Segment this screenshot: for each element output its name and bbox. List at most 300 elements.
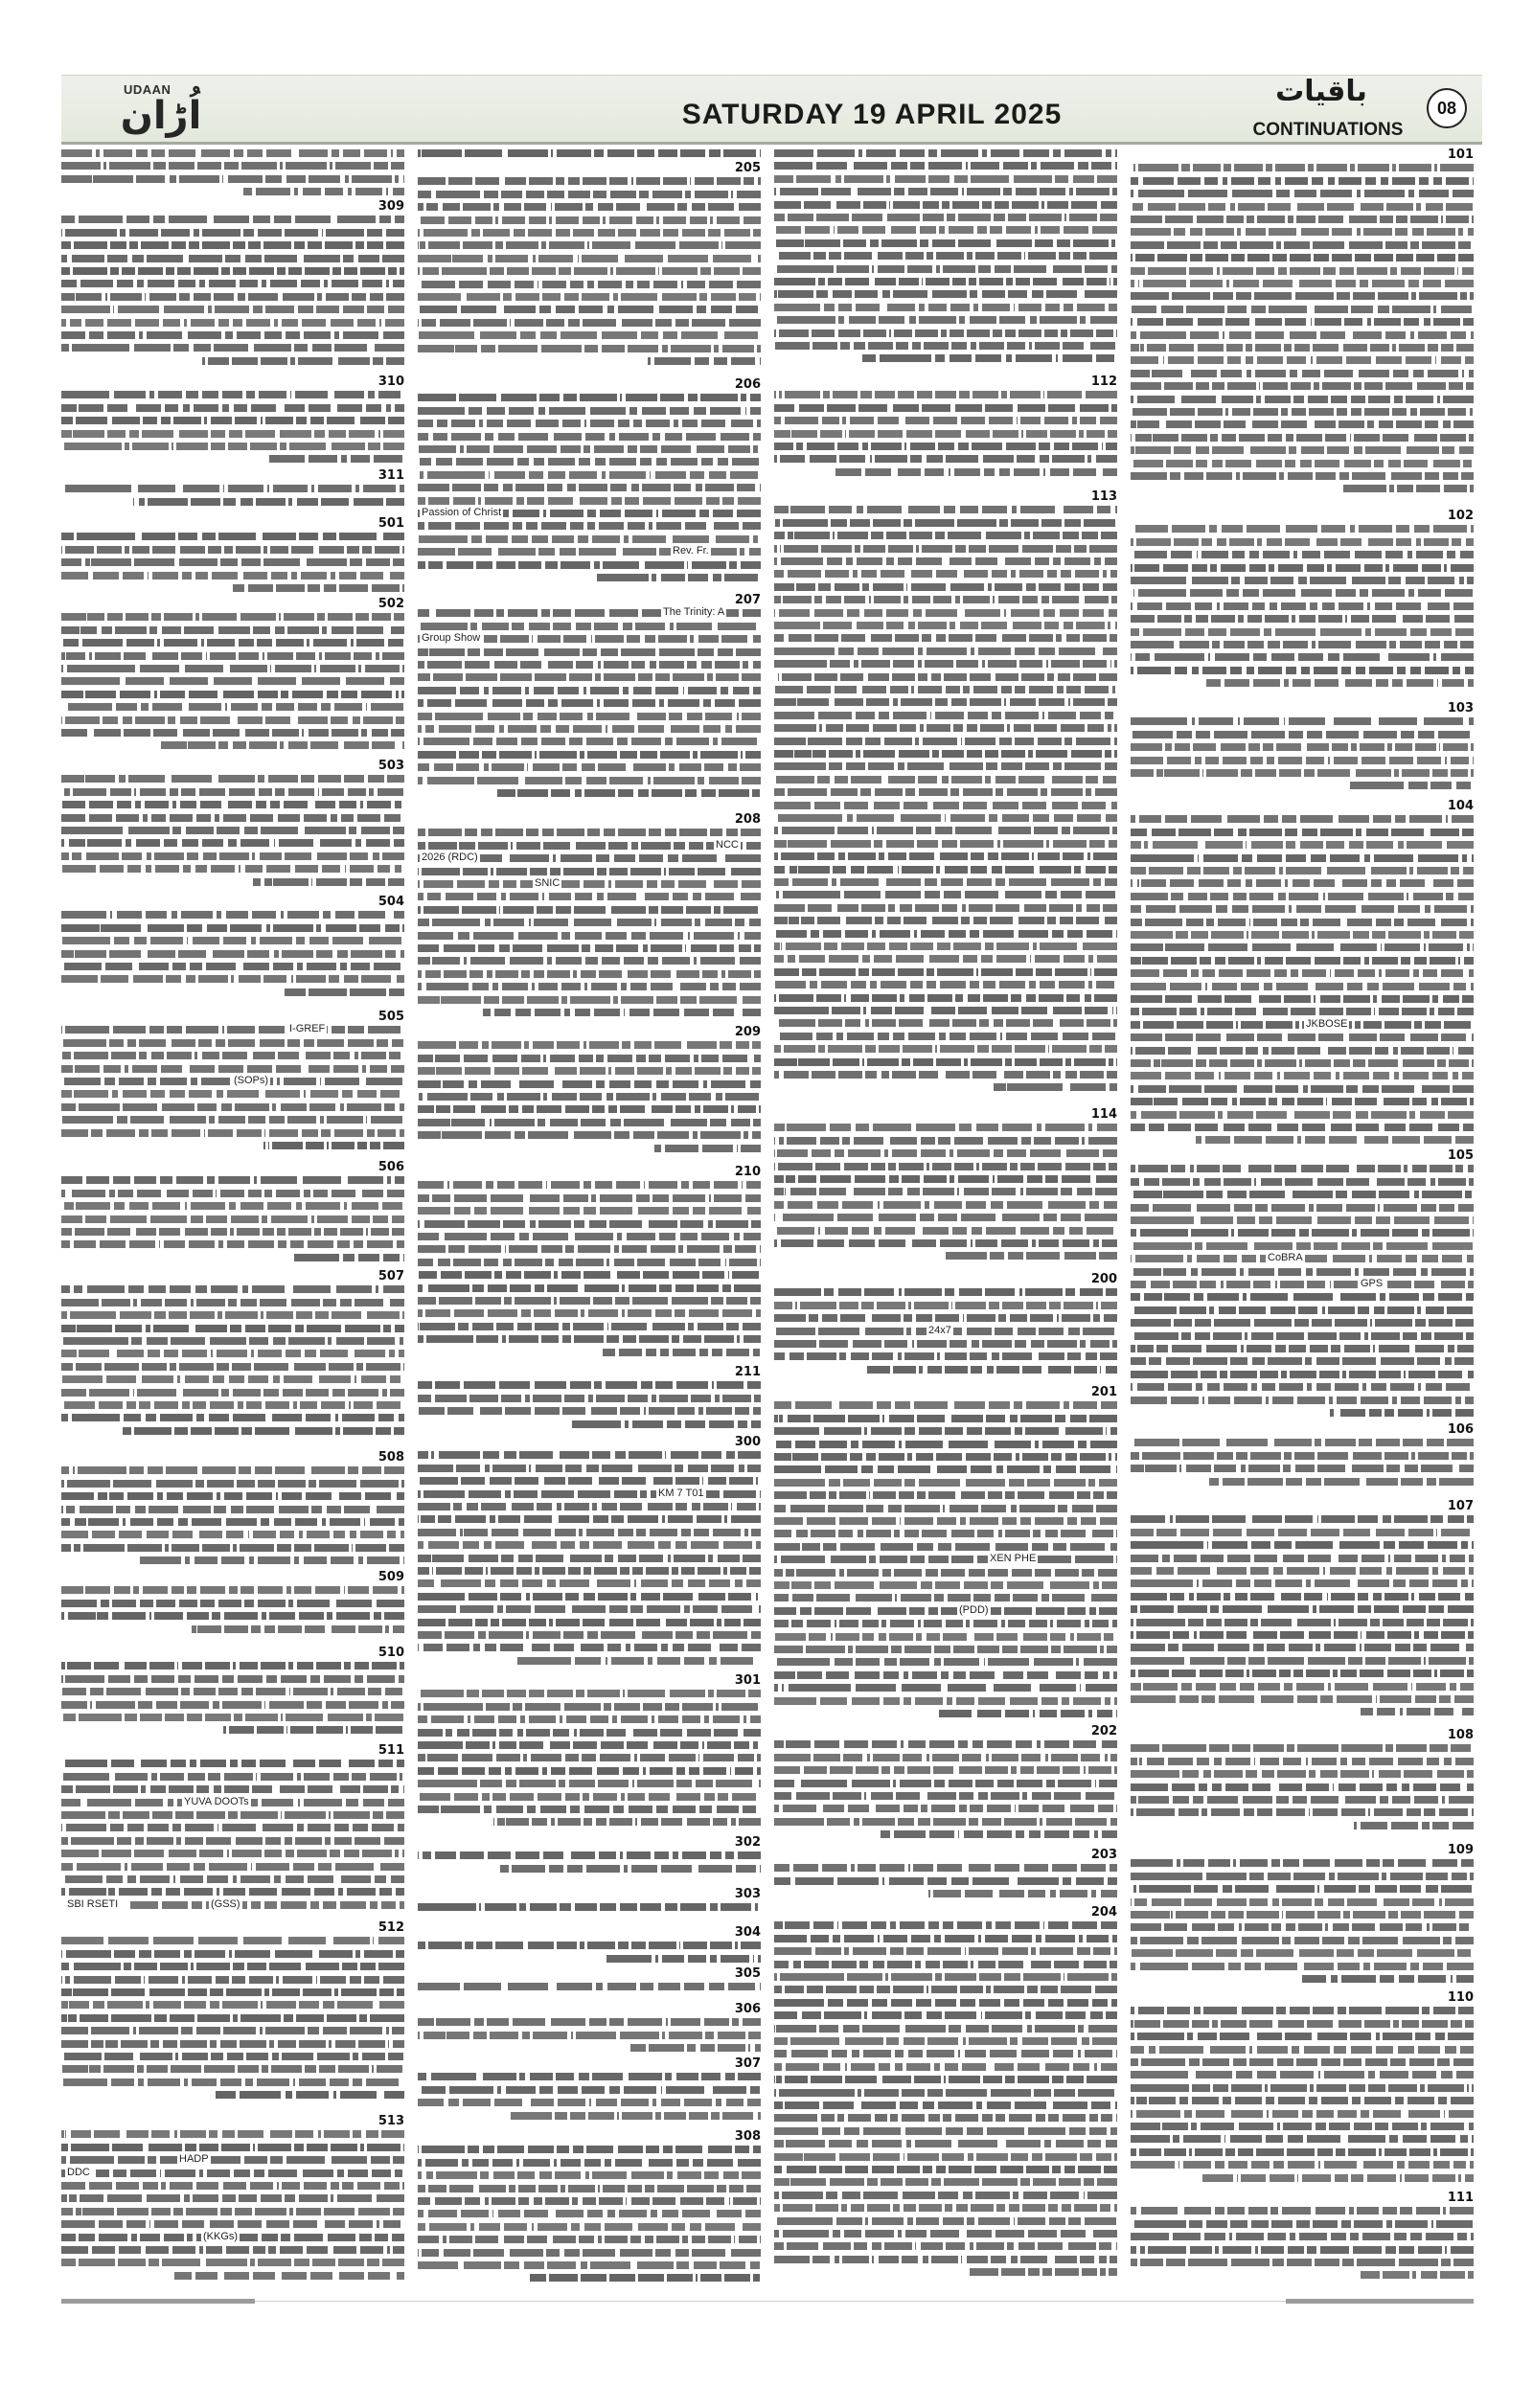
text-line [418, 255, 761, 262]
text-line [774, 1684, 1117, 1692]
text-line [774, 1441, 1117, 1448]
text-line [418, 394, 761, 401]
text-line [774, 750, 1117, 758]
text-line [1131, 667, 1474, 674]
text-line [1131, 829, 1474, 836]
text-line [774, 430, 1117, 438]
continuation-number: 503 [378, 759, 404, 773]
text-line [774, 1620, 1117, 1627]
text-line [1131, 564, 1474, 572]
text-line [1131, 1695, 1474, 1703]
text-line [1131, 2135, 1474, 2143]
text-line [418, 1619, 761, 1626]
text-line [418, 433, 761, 441]
text-line [61, 814, 404, 822]
text-line [1131, 1796, 1474, 1804]
text-line [774, 2230, 1117, 2238]
text-line [1131, 1465, 1474, 1472]
text-line [1131, 1293, 1474, 1301]
text-line [61, 613, 404, 621]
text-line [1131, 905, 1474, 913]
continuation-number: 201 [1090, 1385, 1117, 1399]
text-line [61, 975, 404, 983]
text-line [860, 354, 1118, 362]
text-line [61, 2166, 404, 2178]
text-line [418, 699, 761, 707]
text-line [774, 1019, 1117, 1027]
continuation-number: 508 [378, 1450, 404, 1465]
text-line [418, 919, 761, 926]
text-line [774, 2076, 1117, 2083]
text-line [774, 252, 1117, 260]
text-line [1131, 1593, 1474, 1601]
text-line [774, 698, 1117, 706]
text-line [61, 572, 404, 579]
continuation-number: 505 [378, 1010, 404, 1024]
continuation-number: 305 [734, 1966, 761, 1981]
text-line [774, 2101, 1117, 2109]
text-line [1131, 2259, 1474, 2266]
text-line [1302, 1975, 1474, 1983]
text-line [774, 1766, 1117, 1774]
text-line [1131, 1072, 1474, 1079]
text-line [1131, 1529, 1474, 1536]
text-line [418, 1041, 761, 1049]
text-line [939, 1710, 1117, 1717]
text-line [1131, 1567, 1474, 1575]
text-line [418, 932, 761, 940]
paragraph [418, 1939, 761, 1965]
text-line [61, 1065, 404, 1073]
text-line [61, 2144, 404, 2151]
text-line [418, 725, 761, 733]
text-line [418, 1503, 761, 1511]
paragraph [418, 1178, 761, 1358]
text-line [774, 1792, 1117, 1800]
text-column-2 [418, 0, 761, 2299]
text-line [1131, 1397, 1474, 1404]
text-line [418, 751, 761, 759]
text-line [1131, 653, 1474, 661]
text-line [418, 763, 761, 771]
inline-term: 2026 (RDC) [422, 852, 478, 864]
text-line [418, 267, 761, 275]
text-line [1131, 577, 1474, 584]
text-line [61, 1325, 404, 1332]
text-line [1131, 1098, 1474, 1105]
text-line [1131, 1579, 1474, 1587]
text-line [418, 970, 761, 978]
text-line [970, 2268, 1117, 2276]
text-line [418, 623, 761, 630]
text-line [253, 878, 404, 886]
text-line [774, 802, 1117, 809]
text-line [233, 584, 404, 592]
text-line [61, 1600, 404, 1607]
text-line [1131, 1204, 1474, 1212]
text-line [774, 1163, 1117, 1170]
text-line [418, 420, 761, 427]
continuation-number: 308 [734, 2129, 761, 2144]
text-line [1131, 2148, 1474, 2156]
text-line [61, 801, 404, 808]
continuation-number: 300 [734, 1435, 761, 1449]
paragraph [418, 2070, 761, 2122]
text-line [774, 1401, 1117, 1409]
text-line [1131, 1178, 1474, 1186]
text-line [418, 1567, 761, 1575]
text-line [418, 1451, 761, 1459]
text-line [774, 1986, 1117, 1993]
continuation-number: 202 [1090, 1724, 1117, 1738]
text-line [774, 1658, 1117, 1666]
text-line [418, 2159, 761, 2167]
text-line [1131, 769, 1474, 777]
text-line [774, 188, 1117, 195]
text-line [1131, 879, 1474, 887]
continuation-number: 302 [734, 1835, 761, 1850]
text-line [418, 738, 761, 745]
text-line [1131, 2233, 1474, 2240]
text-line [774, 2037, 1117, 2045]
text-line [418, 306, 761, 313]
text-line [774, 149, 1117, 157]
text-line [61, 1811, 404, 1819]
text-line [1131, 2033, 1474, 2040]
inline-term: The Trinity: A [663, 606, 725, 619]
text-line [774, 738, 1117, 745]
text-line [1131, 1371, 1474, 1378]
continuation-number: 303 [734, 1887, 761, 1901]
issue-date: SATURDAY 19 APRIL 2025 [681, 99, 1063, 130]
text-line [418, 1271, 761, 1279]
text-line [1131, 331, 1474, 339]
text-line [774, 1569, 1117, 1577]
paragraph [774, 1919, 1117, 2278]
text-line [161, 741, 404, 749]
text-line [606, 1955, 761, 1963]
continuation-number: 113 [1090, 489, 1117, 504]
text-line [418, 2171, 761, 2179]
text-line [418, 1181, 761, 1189]
text-line [774, 2114, 1117, 2122]
text-line [418, 2223, 761, 2231]
text-line [1131, 2007, 1474, 2014]
text-line [774, 1754, 1117, 1761]
paragraph [774, 503, 1117, 1093]
text-line [1131, 1644, 1474, 1651]
text-line [61, 1785, 404, 1793]
text-line [1131, 356, 1474, 364]
text-line [1131, 2020, 1474, 2028]
continuation-number: 208 [734, 812, 761, 827]
text-line [1131, 408, 1474, 416]
text-line [61, 1701, 404, 1709]
text-line [774, 316, 1117, 324]
text-line [61, 2220, 404, 2228]
text-line [1131, 292, 1474, 300]
text-line [418, 944, 761, 952]
paragraph [774, 1121, 1117, 1261]
text-line [493, 789, 761, 797]
paragraph [418, 1687, 761, 1828]
text-line [418, 1055, 761, 1062]
text-line [418, 2099, 761, 2106]
text-line [774, 1239, 1117, 1247]
text-line [418, 293, 761, 301]
text-line [1131, 1345, 1474, 1352]
text-line [994, 1083, 1117, 1091]
text-column-3 [774, 0, 1117, 2299]
text-line [418, 1555, 761, 1562]
section-title-urdu: باقیات [1275, 75, 1367, 108]
text-line [1131, 472, 1474, 480]
text-line [1131, 1770, 1474, 1778]
text-line [418, 281, 761, 288]
inline-term: CoBRA [1268, 1252, 1303, 1264]
text-line [61, 963, 404, 970]
text-line [600, 1349, 761, 1356]
text-line [1131, 420, 1474, 428]
continuation-number: 110 [1447, 1990, 1474, 2005]
text-line [774, 2217, 1117, 2225]
text-line [1131, 1619, 1474, 1626]
text-line [61, 1176, 404, 1184]
continuation-number: 307 [734, 2056, 761, 2071]
text-line [418, 648, 761, 656]
text-line [1206, 679, 1474, 687]
text-line [61, 1337, 404, 1345]
text-line [418, 216, 761, 224]
text-line [774, 2089, 1117, 2097]
text-line [1131, 1683, 1474, 1691]
text-line [654, 1145, 761, 1152]
continuation-number: 309 [378, 199, 404, 214]
text-line [774, 1175, 1117, 1183]
text-line [418, 661, 761, 669]
text-line [418, 1983, 761, 1990]
text-line [418, 2236, 761, 2243]
continuation-number: 111 [1447, 2191, 1474, 2205]
text-line [774, 342, 1117, 350]
text-line [774, 329, 1117, 337]
continuation-number: 510 [378, 1646, 404, 1660]
text-line [61, 1103, 404, 1111]
text-line [418, 1080, 761, 1088]
text-line [61, 1675, 404, 1683]
continuation-number: 102 [1447, 509, 1474, 523]
text-line [61, 1039, 404, 1047]
text-line [61, 404, 404, 412]
text-line [867, 1366, 1117, 1374]
text-line [774, 686, 1117, 693]
text-line [418, 1942, 761, 1949]
text-line [418, 906, 761, 914]
text-line [774, 506, 1117, 513]
text-line [418, 1233, 761, 1240]
text-line [774, 2011, 1117, 2019]
text-line [1131, 1963, 1474, 1970]
text-line [418, 497, 761, 505]
text-line [774, 1033, 1117, 1040]
inline-term: Rev. Fr. [673, 545, 709, 557]
text-line [418, 2032, 761, 2039]
text-line [774, 214, 1117, 221]
text-line [774, 1961, 1117, 1968]
text-line [1209, 1478, 1474, 1486]
text-line [418, 1323, 761, 1330]
text-line [1131, 1605, 1474, 1613]
text-line [774, 2204, 1117, 2212]
text-line [61, 267, 404, 275]
text-line [1131, 615, 1474, 623]
text-line [418, 687, 761, 694]
text-line [418, 1780, 761, 1787]
text-line [61, 1875, 404, 1883]
text-line [1131, 1758, 1474, 1765]
text-line [1131, 2071, 1474, 2079]
text-line [61, 1518, 404, 1526]
text-line [61, 216, 404, 223]
text-line [774, 622, 1117, 629]
paragraph [61, 772, 404, 888]
text-line [774, 968, 1117, 976]
text-line [418, 868, 761, 875]
text-line [774, 1805, 1117, 1812]
text-line [61, 1299, 404, 1306]
text-line [61, 2246, 404, 2254]
text-line [61, 2194, 404, 2202]
text-line [61, 1531, 404, 1538]
text-line [774, 417, 1117, 424]
text-line [61, 1190, 404, 1197]
text-line [1131, 1937, 1474, 1944]
text-line [418, 331, 761, 339]
continuation-number: 210 [734, 1165, 761, 1179]
text-line [774, 304, 1117, 311]
paragraph [774, 147, 1117, 365]
text-line [1350, 782, 1474, 789]
text-line [1131, 1439, 1474, 1446]
text-line [1131, 434, 1474, 442]
paragraph [61, 1464, 404, 1566]
text-line [1131, 2046, 1474, 2054]
text-line [1131, 1021, 1474, 1029]
text-line [263, 1142, 404, 1149]
text-line [774, 1124, 1117, 1131]
text-line [61, 2040, 404, 2048]
text-line [61, 1466, 404, 1474]
text-line [418, 996, 761, 1004]
text-line [61, 1662, 404, 1670]
text-line [1131, 1008, 1474, 1015]
text-line [1131, 164, 1474, 171]
text-line [61, 2065, 404, 2073]
text-line [774, 788, 1117, 796]
text-line [61, 331, 404, 339]
text-line [1131, 1216, 1474, 1224]
text-line [61, 1950, 404, 1958]
text-line [881, 1830, 1117, 1838]
text-line [61, 1480, 404, 1488]
text-line [1131, 1949, 1474, 1957]
text-line [418, 1690, 761, 1697]
text-line [1131, 1744, 1474, 1752]
text-line [418, 842, 761, 850]
text-line [61, 1824, 404, 1831]
text-line [61, 1976, 404, 1984]
paragraph [61, 2127, 404, 2282]
continuation-number: 105 [1447, 1148, 1474, 1163]
text-line [774, 583, 1117, 591]
paragraph [61, 908, 404, 998]
text-line [942, 1252, 1117, 1260]
text-line [1131, 1515, 1474, 1523]
text-line [774, 532, 1117, 539]
text-line [774, 647, 1117, 655]
continuation-number: 501 [378, 516, 404, 531]
text-line [1131, 1111, 1474, 1119]
inline-term: XEN PHE [990, 1553, 1037, 1565]
paragraph [1131, 1436, 1474, 1488]
text-line [774, 443, 1117, 450]
inline-term: Passion of Christ [422, 507, 502, 518]
inline-term: (KKGs) [203, 2230, 239, 2242]
text-line [61, 2014, 404, 2022]
text-line [418, 229, 761, 237]
text-line [61, 1240, 404, 1248]
footer-bar-right [1286, 2299, 1474, 2304]
text-line [1131, 1319, 1474, 1327]
text-line [774, 1740, 1117, 1748]
text-line [648, 357, 761, 365]
text-line [216, 2091, 404, 2099]
text-line [61, 2208, 404, 2215]
text-line [1131, 551, 1474, 558]
text-line [418, 1593, 761, 1601]
inline-term: Group Show [422, 632, 481, 645]
paragraph [1131, 161, 1474, 494]
text-line [418, 1579, 761, 1587]
text-line [774, 391, 1117, 398]
text-line [1131, 841, 1474, 849]
text-line [1131, 1229, 1474, 1237]
text-line [61, 1760, 404, 1767]
masthead-name-english: UDAAN [124, 82, 172, 97]
text-line [1131, 2161, 1474, 2169]
text-line [1361, 1708, 1474, 1715]
text-line [774, 852, 1117, 860]
text-line [774, 2242, 1117, 2250]
paragraph [61, 388, 404, 465]
continuation-number: 304 [734, 1925, 761, 1940]
text-line [61, 1350, 404, 1357]
text-line [774, 1594, 1117, 1602]
text-line [61, 280, 404, 287]
text-line [1131, 1923, 1474, 1931]
text-line [1131, 1242, 1474, 1250]
text-line [774, 265, 1117, 273]
text-line [418, 2249, 761, 2257]
text-line [418, 2086, 761, 2094]
text-line [774, 278, 1117, 285]
text-line [418, 177, 761, 185]
text-line [61, 775, 404, 783]
text-line [418, 1605, 761, 1613]
text-line [418, 2197, 761, 2205]
text-line [1131, 815, 1474, 823]
text-line [294, 1254, 404, 1261]
